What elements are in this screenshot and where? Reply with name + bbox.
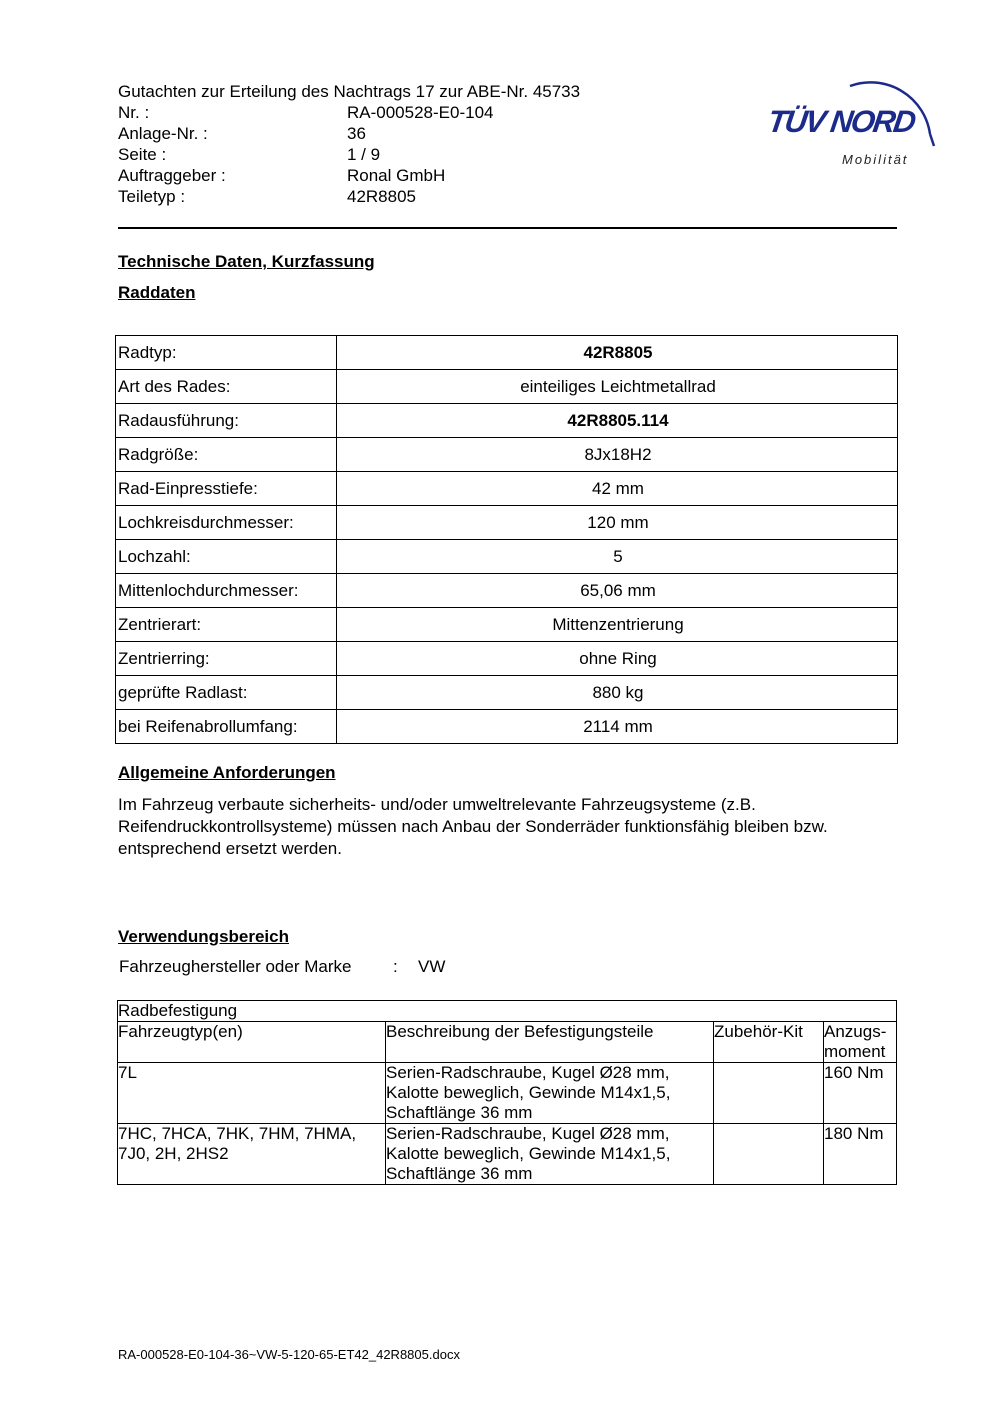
- meta-label: Teiletyp :: [118, 187, 186, 206]
- wheel-label: bei Reifenabrollumfang:: [116, 710, 337, 744]
- section-raddaten-heading: Raddaten: [118, 283, 196, 302]
- meta-row-nr: [118, 102, 580, 123]
- wheel-label: Rad-Einpresstiefe:: [116, 472, 337, 506]
- meta-value: RA-000528-E0-104: [347, 103, 494, 122]
- wheel-value: 65,06 mm: [337, 574, 898, 608]
- fixing-description: Serien-Radschraube, Kugel Ø28 mm, Kalotte beweglich, Gewinde M14x1,5, Schaftlänge 36 mm: [386, 1124, 714, 1185]
- wheel-value: 42R8805.114: [337, 404, 898, 438]
- table-header-row: [118, 1022, 897, 1063]
- meta-label: Auftraggeber :: [118, 166, 226, 185]
- table-row: [116, 506, 898, 540]
- table-row: [116, 438, 898, 472]
- wheel-label: Zentrierring:: [116, 642, 337, 676]
- table-row: [116, 608, 898, 642]
- wheel-value: Mittenzentrierung: [337, 608, 898, 642]
- meta-label: Anlage-Nr. :: [118, 124, 208, 143]
- meta-row-auftraggeber: [118, 165, 580, 186]
- meta-row-seite: [118, 144, 580, 165]
- accessory-kit: [714, 1063, 824, 1124]
- header-divider: [118, 227, 897, 229]
- section-allgemein-heading: Allgemeine Anforderungen: [118, 763, 336, 782]
- wheel-label: Zentrierart:: [116, 608, 337, 642]
- wheel-label: Lochzahl:: [116, 540, 337, 574]
- accessory-kit: [714, 1124, 824, 1185]
- vehicle-types: 7L: [118, 1063, 386, 1124]
- wheel-label: geprüfte Radlast:: [116, 676, 337, 710]
- table-title-row: [118, 1001, 897, 1022]
- meta-value: Ronal GmbH: [347, 166, 446, 185]
- column-header: Beschreibung der Befestigungsteile: [386, 1022, 714, 1063]
- wheel-value: 42R8805: [337, 336, 898, 370]
- document-header: [118, 81, 580, 207]
- wheel-label: Radausführung:: [116, 404, 337, 438]
- section-tech-heading: Technische Daten, Kurzfassung: [118, 252, 375, 271]
- manufacturer-label: Fahrzeughersteller oder Marke: [119, 957, 352, 976]
- table-row: [116, 676, 898, 710]
- torque: 160 Nm: [824, 1063, 897, 1124]
- section-verwendung-heading: Verwendungsbereich: [118, 927, 289, 946]
- logo-name: TÜV NORD: [765, 104, 917, 139]
- meta-value: 1 / 9: [347, 145, 381, 164]
- meta-label: Seite :: [118, 145, 167, 164]
- column-header: Fahrzeugtyp(en): [118, 1022, 386, 1063]
- wheel-value: einteiliges Leichtmetallrad: [337, 370, 898, 404]
- fixing-table-title: Radbefestigung: [118, 1001, 897, 1022]
- meta-value: 42R8805: [347, 187, 417, 206]
- table-row: [116, 642, 898, 676]
- wheel-value: 8Jx18H2: [337, 438, 898, 472]
- manufacturer-sep: :: [393, 957, 398, 976]
- manufacturer-value: VW: [418, 957, 446, 976]
- table-row: [116, 710, 898, 744]
- fixing-table: [117, 1000, 897, 1185]
- wheel-data-table: [115, 335, 898, 744]
- table-row: [116, 336, 898, 370]
- wheel-value: 42 mm: [337, 472, 898, 506]
- wheel-label: Radtyp:: [116, 336, 337, 370]
- wheel-label: Lochkreisdurchmesser:: [116, 506, 337, 540]
- document-title: Gutachten zur Erteilung des Nachtrags 17 zur ABE-Nr. 45733: [118, 82, 581, 101]
- manufacturer-row: [119, 957, 445, 977]
- table-row: [118, 1063, 897, 1124]
- column-header: Zubehör-Kit: [714, 1022, 824, 1063]
- tuv-nord-logo: [762, 56, 942, 176]
- table-row: [116, 370, 898, 404]
- wheel-value: 880 kg: [337, 676, 898, 710]
- column-header: Anzugs-moment: [824, 1022, 897, 1063]
- meta-value: 36: [347, 124, 366, 143]
- wheel-value: 5: [337, 540, 898, 574]
- requirements-paragraph: Im Fahrzeug verbaute sicherheits- und/oder umweltrelevante Fahrzeugsysteme (z.B. Reifendruckkontrollsysteme) müssen nach Anbau der Sonderräder funktionsfähig bleiben bzw. entsprechend ersetzt werden.: [118, 795, 828, 858]
- table-row: [116, 540, 898, 574]
- torque: 180 Nm: [824, 1124, 897, 1185]
- table-row: [116, 404, 898, 438]
- logo-subtitle: Mobilität: [842, 152, 909, 167]
- meta-row-teiletyp: [118, 186, 580, 207]
- meta-label: Nr. :: [118, 103, 150, 122]
- table-row: [116, 472, 898, 506]
- vehicle-types: 7HC, 7HCA, 7HK, 7HM, 7HMA, 7J0, 2H, 2HS2: [118, 1124, 386, 1185]
- wheel-value: 120 mm: [337, 506, 898, 540]
- wheel-value: ohne Ring: [337, 642, 898, 676]
- table-row: [118, 1124, 897, 1185]
- fixing-description: Serien-Radschraube, Kugel Ø28 mm, Kalotte beweglich, Gewinde M14x1,5, Schaftlänge 36 mm: [386, 1063, 714, 1124]
- document-footer: RA-000528-E0-104-36~VW-5-120-65-ET42_42R8805.docx: [118, 1347, 460, 1362]
- table-row: [116, 574, 898, 608]
- wheel-value: 2114 mm: [337, 710, 898, 744]
- wheel-label: Mittenlochdurchmesser:: [116, 574, 337, 608]
- wheel-label: Radgröße:: [116, 438, 337, 472]
- meta-row-anlage: [118, 123, 580, 144]
- wheel-label: Art des Rades:: [116, 370, 337, 404]
